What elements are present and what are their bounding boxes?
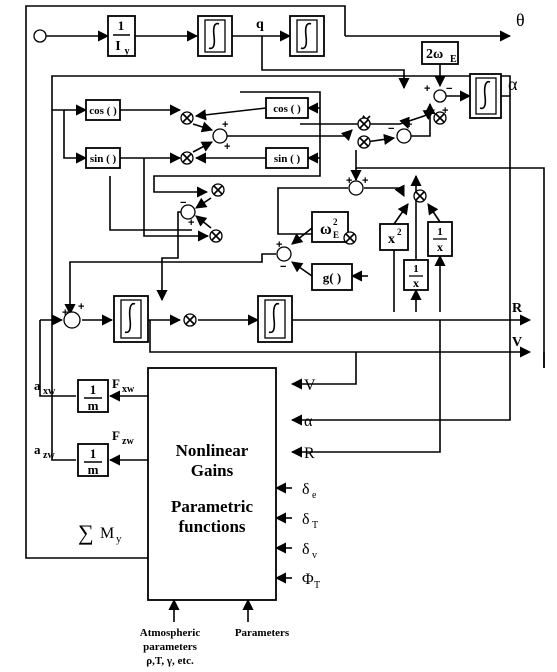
wire-sum2b <box>196 216 211 228</box>
wire-sum2-out <box>162 212 188 300</box>
mult-3 <box>212 184 224 196</box>
two-omega-e-sub: E <box>450 54 457 65</box>
m2-den: m <box>87 462 99 477</box>
wire-sum4-out <box>70 254 276 314</box>
svg-text:+: + <box>224 141 231 153</box>
mult-5 <box>358 118 370 130</box>
sin-label-2: sin ( ) <box>273 153 301 165</box>
wire-azw <box>52 344 76 460</box>
recip2-den: x <box>413 276 419 290</box>
wire-mult-sum1 <box>193 124 212 130</box>
atmos-line1: Atmospheric <box>139 627 201 639</box>
m1-num: 1 <box>89 382 97 397</box>
input-dt-main: δ <box>302 511 310 528</box>
g-label: g( ) <box>322 270 342 285</box>
q-label: q <box>256 17 264 32</box>
mult-8 <box>414 190 426 202</box>
wire-sum2 <box>196 198 211 208</box>
mult-1 <box>181 112 193 124</box>
wire-cs-left <box>52 110 86 158</box>
iy-num: 1 <box>117 18 125 33</box>
nl-line4: functions <box>178 517 246 536</box>
cos-label-1: cos ( ) <box>89 105 117 117</box>
omega-e-sq-main: ω <box>320 221 332 238</box>
svg-text:+: + <box>78 301 85 313</box>
nl-line2: Gains <box>190 461 234 480</box>
sum-alpha <box>434 90 446 102</box>
iy-den: I <box>115 39 121 54</box>
input-dv-main: δ <box>302 541 310 558</box>
input-pt-main: Φ <box>302 571 314 588</box>
fzw-main: F <box>112 428 120 443</box>
input-V: V <box>304 377 316 394</box>
atmos-line2: parameters <box>143 641 197 653</box>
input-dv-sub: v <box>312 550 317 561</box>
svg-text:−: − <box>280 261 287 273</box>
recip1-num: 1 <box>437 226 443 238</box>
input-de-sub: e <box>312 490 317 501</box>
mult-4 <box>210 230 222 242</box>
nonlinear-block <box>148 368 276 600</box>
nl-line3: Parametric <box>170 497 254 516</box>
svg-text:+: + <box>362 175 369 187</box>
x-sq-sup: 2 <box>397 227 402 237</box>
wire-q <box>262 36 404 88</box>
svg-text:+: + <box>406 119 413 131</box>
two-omega-e-main: 2ω <box>426 47 444 62</box>
my-main: M <box>100 525 115 542</box>
fxw-sub: xw <box>122 384 135 395</box>
svg-text:−: − <box>446 83 453 95</box>
wire-g-out <box>292 262 312 276</box>
wire-sum3-out <box>364 188 404 196</box>
azw-main: a <box>34 442 41 457</box>
wire-x2-up <box>394 204 408 224</box>
sum-nodes <box>34 30 449 328</box>
sum-top <box>34 30 46 42</box>
svg-text:+: + <box>222 119 229 131</box>
alpha-label: α <box>508 74 518 94</box>
mult-6 <box>358 136 370 148</box>
nl-line1: Nonlinear <box>175 441 249 460</box>
svg-text:+: + <box>62 307 69 319</box>
wire-cross1 <box>144 158 208 236</box>
wire-we2-out <box>292 228 312 244</box>
cos-label-2: cos ( ) <box>273 103 301 115</box>
fxw-main: F <box>112 376 120 391</box>
sin-label-1: sin ( ) <box>89 153 117 165</box>
svg-text:+: + <box>188 217 195 229</box>
input-R: R <box>304 445 315 462</box>
input-pt-sub: T <box>314 580 321 591</box>
recip2-num: 1 <box>413 263 419 275</box>
V-label: V <box>512 335 523 350</box>
m2-num: 1 <box>89 446 97 461</box>
azw-sub: zw <box>43 450 55 461</box>
wire-alpha-out <box>465 96 510 420</box>
parameters-label: Parameters <box>234 627 290 639</box>
wire-V <box>150 320 530 352</box>
omega-e-sq-sup: 2 <box>333 217 338 227</box>
sigma-symbol: ∑ <box>78 520 94 545</box>
my-sub: y <box>116 533 122 545</box>
wire-V-fb <box>292 352 356 384</box>
wire-cos2-out <box>196 108 266 116</box>
wire-axw <box>40 320 76 396</box>
input-alpha: α <box>304 413 313 430</box>
fzw-sub: zw <box>122 436 134 447</box>
axw-main: a <box>34 378 41 393</box>
input-dt-sub: T <box>312 520 319 531</box>
svg-text:−: − <box>180 197 187 209</box>
theta-label: θ <box>516 10 525 30</box>
svg-text:−: − <box>388 123 395 135</box>
axw-sub: xw <box>43 386 56 397</box>
sum-r <box>397 129 411 143</box>
svg-text:+: + <box>424 83 431 95</box>
svg-text:+: + <box>442 105 449 117</box>
iy-den-sub: y <box>124 46 130 57</box>
mult-10 <box>184 314 196 326</box>
input-de-main: δ <box>302 481 310 498</box>
mult-2 <box>181 152 193 164</box>
wire-recip1 <box>428 204 440 222</box>
m1-den: m <box>87 398 99 413</box>
wire-mult-sum1b <box>193 142 212 152</box>
wire-sum1-out <box>227 130 352 136</box>
svg-text:+: + <box>346 175 353 187</box>
atmos-line3: ρ,T, γ, etc. <box>146 655 194 667</box>
recip1-den: x <box>437 240 443 254</box>
omega-e-sq-sub: E <box>333 230 340 240</box>
mult-9 <box>344 232 356 244</box>
svg-text:+: + <box>276 239 283 251</box>
x-sq-main: x <box>388 232 395 247</box>
R-label: R <box>512 301 523 316</box>
